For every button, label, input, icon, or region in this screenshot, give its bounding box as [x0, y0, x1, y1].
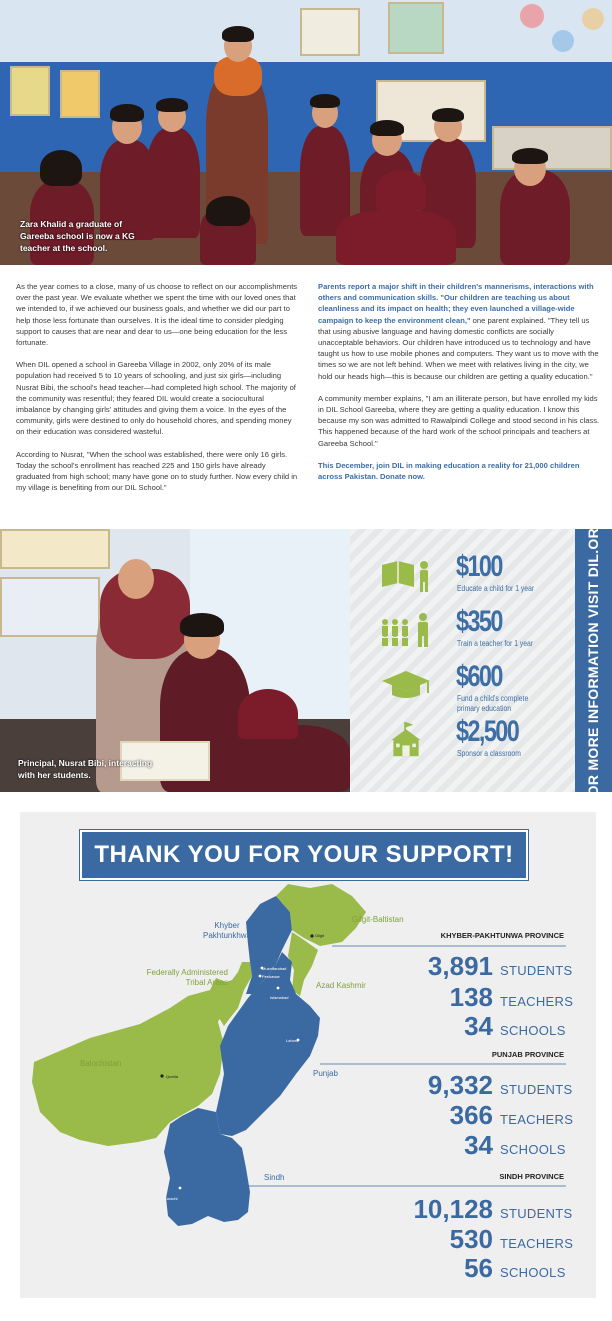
article-paragraph: According to Nusrat, "When the school was established, there were only 16 girls. Today the school's enrollment has reached 225 and 150 girls have already graduated from high school; many have gone on to study further. Now every child in my village is benefiting from our DIL School.": [16, 449, 298, 493]
province-title: PUNJAB PROVINCE: [491, 1050, 564, 1059]
donation-description: Fund a child's complete primary education: [457, 694, 529, 713]
label-khyber: Khyber Pakhtunkhwa: [202, 921, 252, 940]
donation-amount: $600: [456, 660, 502, 693]
student-hair: [110, 104, 144, 122]
donate-call-to-action: This December, join DIL in making education a reality for 21,000 children across Pakistan. Donate now.: [318, 460, 580, 482]
stat-label: TEACHERS: [500, 994, 574, 1009]
province-title: KHYBER-PAKHTUNWA PROVINCE: [440, 931, 564, 940]
stat-schools: [464, 1254, 566, 1282]
student-cap: [376, 170, 426, 210]
donation-tier[interactable]: [350, 716, 576, 770]
principal-photo: [0, 529, 350, 792]
donation-description: Educate a child for 1 year: [457, 584, 535, 593]
city-karachi: Karachi: [164, 1196, 178, 1201]
donation-tier[interactable]: [350, 551, 576, 605]
stat-teachers: [449, 982, 574, 1012]
book-child-icon: [380, 557, 432, 593]
stat-label: STUDENTS: [500, 963, 573, 978]
stat-value: 9,332: [427, 1070, 493, 1100]
donation-amount: $2,500: [456, 715, 519, 748]
student-hair: [370, 120, 404, 136]
student-figure: [336, 210, 456, 265]
stat-value: 530: [449, 1224, 493, 1254]
bookshelf: [492, 126, 612, 170]
stat-value: 34: [464, 1130, 493, 1160]
label-gilgit: Gilgit-Baltistan: [352, 915, 404, 924]
banner-title: THANK YOU FOR YOUR SUPPORT!: [94, 841, 514, 868]
wall-chart: [0, 529, 110, 569]
wall-chart: [0, 577, 100, 637]
stat-teachers: [449, 1224, 574, 1254]
wall-chart: [60, 70, 100, 118]
donation-description: Train a teacher for 1 year: [457, 639, 534, 648]
article-paragraph: As the year comes to a close, many of us choose to reflect on our accomplishments over the past year. We evaluate whether we spent the time with our loved ones that we intended to, if we achieved our business goals, and whether we did our part to help those less fortunate than ourselves. It is the ideal time to consider pledging support to causes that are near and dear to us—one being education for the less fortunate.: [16, 282, 298, 348]
student-hair: [512, 148, 548, 164]
teacher-hair: [222, 26, 254, 42]
student-hair: [310, 94, 340, 108]
wall-poster: [388, 2, 444, 54]
donation-description: Sponsor a classroom: [457, 749, 521, 758]
city-peshawar: Peshawar: [262, 974, 280, 979]
label-azad-kashmir: Azad Kashmir: [316, 981, 366, 990]
stat-label: SCHOOLS: [500, 1265, 566, 1280]
donation-amount: $100: [456, 550, 502, 583]
stat-label: SCHOOLS: [500, 1023, 566, 1038]
decoration: [520, 4, 544, 28]
stat-schools: [464, 1012, 566, 1040]
province-title: SINDH PROVINCE: [499, 1172, 564, 1181]
schoolhouse-icon: [380, 722, 432, 758]
donation-tier[interactable]: [350, 661, 576, 715]
decoration: [582, 8, 604, 30]
stat-value: 3,891: [427, 951, 493, 981]
article-right-column: [318, 281, 600, 493]
donation-amount: $350: [456, 605, 502, 638]
parent-quote-rest: one parent explained. "They tell us that using abusive language and having domestic conflicts are socially unacceptable behaviors. Our children have introduced us to technology and have taught us how to use mobile phones and computers. They want us to move with the times so we are not left behind. When we meet with relatives living in the city, we hold our heads high—this is because our children are getting a quality education.": [318, 315, 599, 381]
label-balochistan: Balochistan: [80, 1059, 122, 1068]
article-left-column: [16, 281, 298, 504]
article-paragraph: When DIL opened a school in Gareeba Village in 2002, only 20% of its male population had received 5 to 10 years of schooling, and just six girls—including Nusrat Bibi, the school's head teacher—had completed high school. The majority of the community was resentful; they feared DIL would create a sociocultural imbalance by changing girls' attitudes and giving them a voice. In the eyes of the community, girls were destined to only do household chores, and spending money on their education was considered wasteful.: [16, 360, 296, 437]
donation-tier[interactable]: [350, 606, 576, 660]
donation-panel: [350, 529, 612, 792]
principal-caption: Principal, Nusrat Bibi, interacting with her students.: [18, 758, 153, 780]
label-punjab: Punjab: [313, 1069, 338, 1078]
label-sindh: Sindh: [264, 1173, 285, 1182]
graduation-cap-icon: [380, 667, 432, 703]
label-fata: Federally Administered Tribal Areas: [146, 968, 228, 987]
student-hair: [432, 108, 464, 122]
student-hair: [156, 98, 188, 112]
stat-label: TEACHERS: [500, 1112, 574, 1127]
article-paragraph: [318, 281, 600, 382]
wall-chart: [10, 66, 50, 116]
stat-label: STUDENTS: [500, 1082, 573, 1097]
punjab-region: [216, 952, 320, 1136]
stat-label: TEACHERS: [500, 1236, 574, 1251]
teacher-scarf: [214, 56, 262, 96]
stat-students: [413, 1194, 573, 1224]
principal-head: [118, 559, 154, 599]
stat-label: STUDENTS: [500, 1206, 573, 1221]
hero-caption: Zara Khalid a graduate of Gareeba school is now a KG teacher at the school.: [20, 219, 135, 253]
stat-value: 138: [449, 982, 493, 1012]
parent-quote-highlight: Parents report a major shift in their children's mannerisms, interactions with others and communication skills. "Our children are teaching us about cleanliness and its impact on health; they even launched a village-wide campaign to keep the environment clean,": [318, 282, 594, 325]
student-cap: [238, 689, 298, 739]
city-islamabad: Islamabad: [270, 995, 289, 1000]
city-muzaffarabad: Muzaffarabad: [262, 966, 287, 971]
stat-teachers: [449, 1100, 574, 1130]
stat-label: SCHOOLS: [500, 1142, 566, 1157]
stat-value: 366: [449, 1100, 493, 1130]
stat-value: 34: [464, 1011, 493, 1041]
visit-dil-link[interactable]: FOR MORE INFORMATION VISIT DIL.ORG: [585, 516, 602, 805]
stat-students: [427, 1070, 573, 1100]
city-gilgit: Gilgit: [315, 933, 325, 938]
stat-schools: [464, 1131, 566, 1159]
city-lahore: Lahore: [286, 1038, 299, 1043]
stat-students: [427, 951, 573, 981]
article-paragraph: A community member explains, "I am an illiterate person, but have enrolled my kids in DIL School Gareeba, where they are getting a quality education. I know this because my son was admitted to Rawalpindi College and stood second in his class. This happened because of the hard work of the school principals and teachers at Gareeba School.": [318, 393, 600, 448]
stat-value: 10,128: [413, 1194, 493, 1224]
city-quetta: Quetta: [166, 1074, 179, 1079]
cta-sidebar-text-wrap[interactable]: [575, 516, 612, 805]
decoration: [552, 30, 574, 52]
student-hair: [180, 613, 224, 637]
stat-value: 56: [464, 1253, 493, 1283]
classroom-teacher-icon: [380, 612, 432, 648]
student-hair: [40, 150, 82, 186]
student-figure: [146, 128, 200, 238]
student-hair: [206, 196, 250, 226]
wall-poster: [300, 8, 360, 56]
